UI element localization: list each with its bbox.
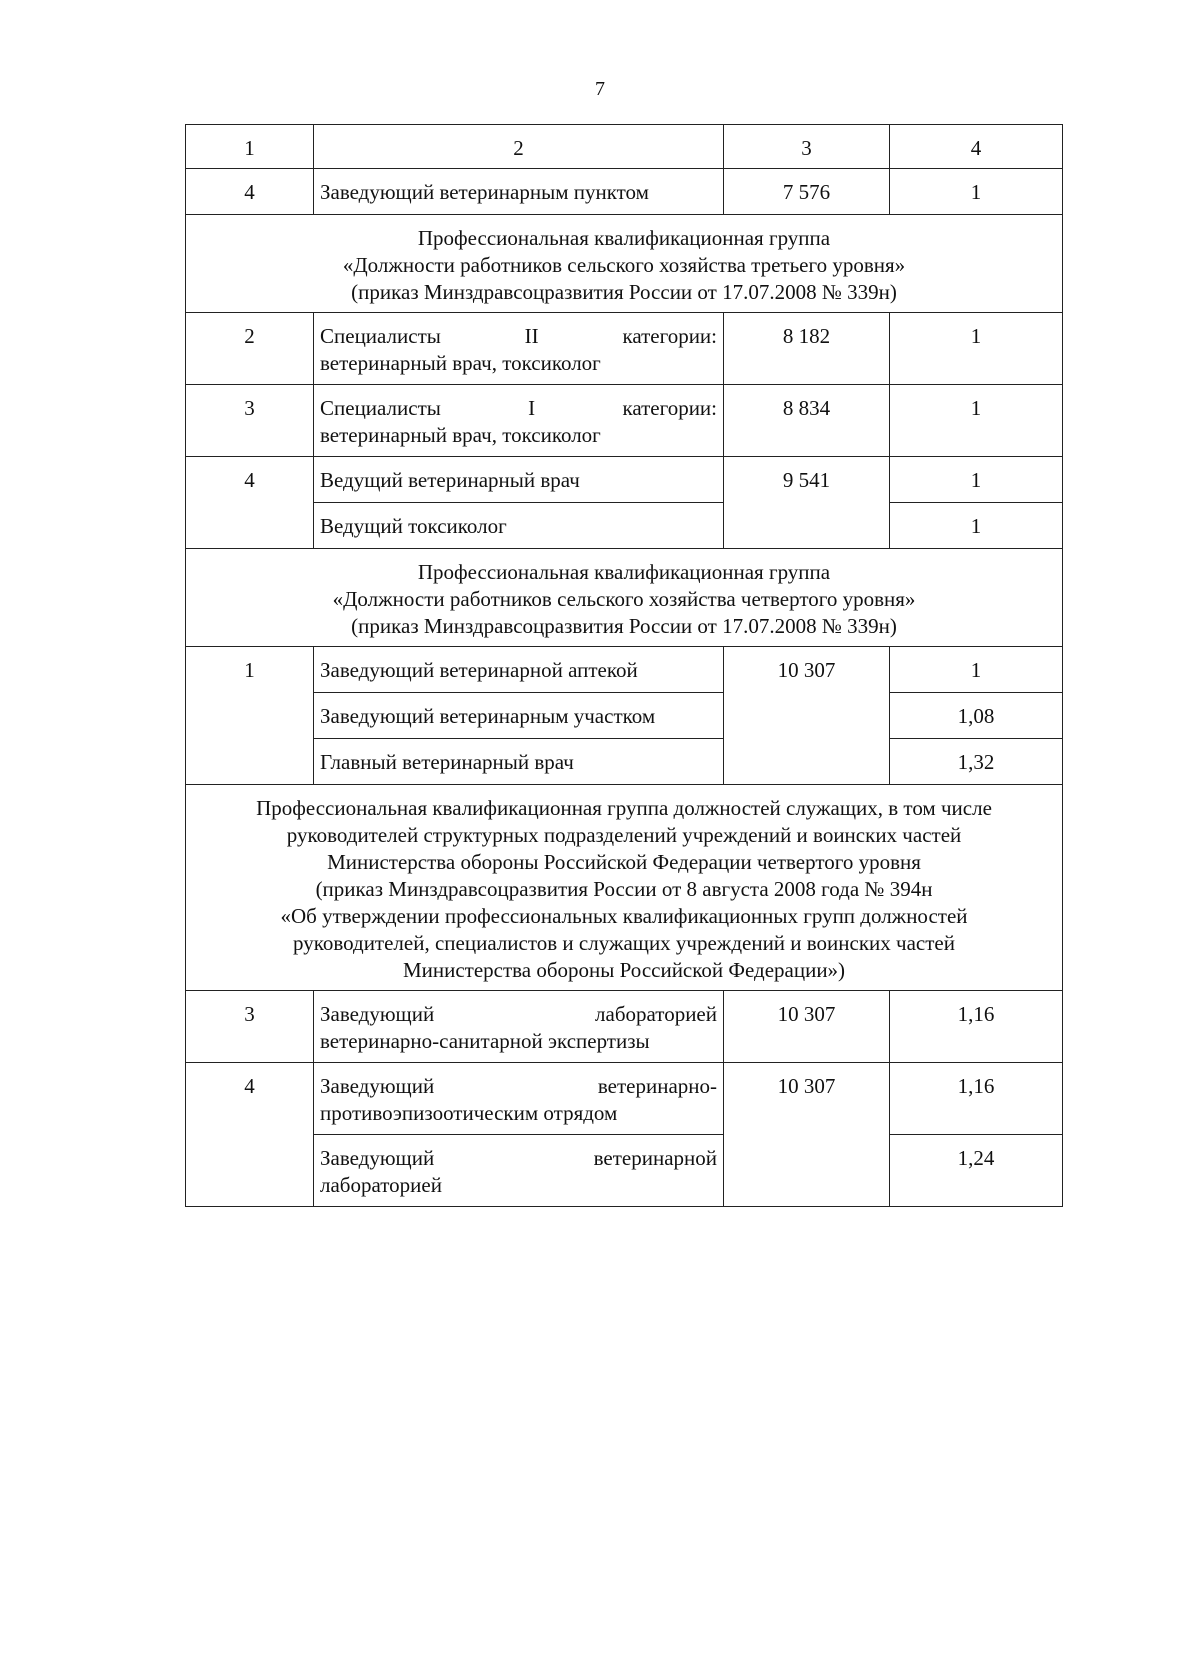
group-title-cell — [186, 549, 1063, 647]
group-title-line: «Должности работников сельского хозяйства четвертого уровня» — [332, 587, 916, 611]
table-row — [186, 169, 1063, 215]
position-word: категории: — [622, 324, 717, 348]
table-row — [186, 739, 1063, 785]
position-cell — [314, 991, 724, 1063]
coefficient-cell: 1,32 — [890, 739, 1063, 785]
group-header-row — [186, 549, 1063, 647]
coefficient-cell: 1,24 — [890, 1135, 1063, 1207]
salary-cell: 8 834 — [724, 385, 890, 457]
position-word: Заведующий — [320, 1074, 435, 1098]
position-line — [320, 395, 717, 422]
group-title-line: (приказ Минздравсоцразвития России от 17.07.2008 № 339н) — [351, 614, 897, 638]
table-row — [186, 385, 1063, 457]
position-line: ветеринарный врач, токсиколог — [320, 423, 601, 447]
salary-cell: 9 541 — [724, 457, 890, 549]
header-cell-4: 4 — [890, 125, 1063, 169]
table-row — [186, 693, 1063, 739]
coefficient-cell: 1 — [890, 313, 1063, 385]
position-word: ветеринарно- — [597, 1074, 717, 1098]
salary-cell: 10 307 — [724, 647, 890, 785]
group-title-line: Министерства обороны Российской Федерации») — [402, 958, 846, 982]
position-cell — [314, 385, 724, 457]
group-title-line: руководителей, специалистов и служащих учреждений и воинских частей — [292, 931, 955, 955]
group-title-line: Министерства обороны Российской Федерации четвертого уровня — [327, 850, 921, 874]
coefficient-cell: 1 — [890, 457, 1063, 503]
position-cell: Заведующий ветеринарным пунктом — [314, 169, 724, 215]
coefficient-cell: 1,08 — [890, 693, 1063, 739]
position-word: ветеринарной — [593, 1146, 717, 1170]
group-title-line: (приказ Минздравсоцразвития России от 8 августа 2008 года № 394н — [315, 877, 933, 901]
coefficient-cell: 1 — [890, 169, 1063, 215]
salary-cell: 7 576 — [724, 169, 890, 215]
position-cell — [314, 1135, 724, 1207]
page-number: 7 — [595, 78, 605, 100]
position-cell — [314, 1063, 724, 1135]
coefficient-cell: 1 — [890, 647, 1063, 693]
position-line — [320, 1145, 717, 1172]
header-cell-3: 3 — [724, 125, 890, 169]
position-line — [320, 1073, 717, 1100]
table-row — [186, 647, 1063, 693]
position-line: ветеринарно-санитарной экспертизы — [320, 1029, 650, 1053]
position-cell: Ведущий ветеринарный врач — [314, 457, 724, 503]
coefficient-cell: 1,16 — [890, 1063, 1063, 1135]
group-header-row — [186, 215, 1063, 313]
level-cell: 4 — [186, 1063, 314, 1207]
coefficient-cell: 1 — [890, 503, 1063, 549]
position-word: II — [524, 324, 539, 348]
position-cell: Ведущий токсиколог — [314, 503, 724, 549]
table-row — [186, 991, 1063, 1063]
group-title-line: руководителей структурных подразделений учреждений и воинских частей — [286, 823, 962, 847]
group-title-line: (приказ Минздравсоцразвития России от 17.07.2008 № 339н) — [351, 280, 897, 304]
table-row — [186, 313, 1063, 385]
salary-table — [185, 124, 1063, 1207]
position-word: Специалисты — [320, 324, 441, 348]
level-cell: 4 — [186, 457, 314, 549]
table-row — [186, 1135, 1063, 1207]
level-cell: 4 — [186, 169, 314, 215]
salary-cell: 8 182 — [724, 313, 890, 385]
group-title-cell — [186, 785, 1063, 991]
position-word: I — [528, 396, 536, 420]
level-cell: 2 — [186, 313, 314, 385]
level-cell: 1 — [186, 647, 314, 785]
position-word: лабораторией — [595, 1002, 717, 1026]
table-row — [186, 1063, 1063, 1135]
coefficient-cell: 1 — [890, 385, 1063, 457]
group-title-line: Профессиональная квалификационная группа — [417, 560, 831, 584]
position-line — [320, 323, 717, 350]
position-word: Специалисты — [320, 396, 441, 420]
group-title-line: «Должности работников сельского хозяйства третьего уровня» — [342, 253, 906, 277]
position-cell — [314, 313, 724, 385]
header-cell-2: 2 — [314, 125, 724, 169]
position-cell: Главный ветеринарный врач — [314, 739, 724, 785]
salary-cell: 10 307 — [724, 991, 890, 1063]
table-row — [186, 457, 1063, 503]
position-word: Заведующий — [320, 1146, 435, 1170]
group-header-row — [186, 785, 1063, 991]
position-line — [320, 1001, 717, 1028]
header-cell-1: 1 — [186, 125, 314, 169]
table-row — [186, 503, 1063, 549]
position-word: категории: — [622, 396, 717, 420]
position-line: ветеринарный врач, токсиколог — [320, 351, 601, 375]
table-header-row — [186, 125, 1063, 169]
position-line: лабораторией — [320, 1173, 442, 1197]
level-cell: 3 — [186, 991, 314, 1063]
salary-cell: 10 307 — [724, 1063, 890, 1207]
position-word: Заведующий — [320, 1002, 435, 1026]
group-title-line: Профессиональная квалификационная группа — [417, 226, 831, 250]
position-cell: Заведующий ветеринарной аптекой — [314, 647, 724, 693]
group-title-line: «Об утверждении профессиональных квалификационных групп должностей — [280, 904, 968, 928]
position-line: противоэпизоотическим отрядом — [320, 1101, 618, 1125]
group-title-line: Профессиональная квалификационная группа должностей служащих, в том числе — [256, 796, 992, 820]
position-cell: Заведующий ветеринарным участком — [314, 693, 724, 739]
group-title-cell — [186, 215, 1063, 313]
coefficient-cell: 1,16 — [890, 991, 1063, 1063]
level-cell: 3 — [186, 385, 314, 457]
